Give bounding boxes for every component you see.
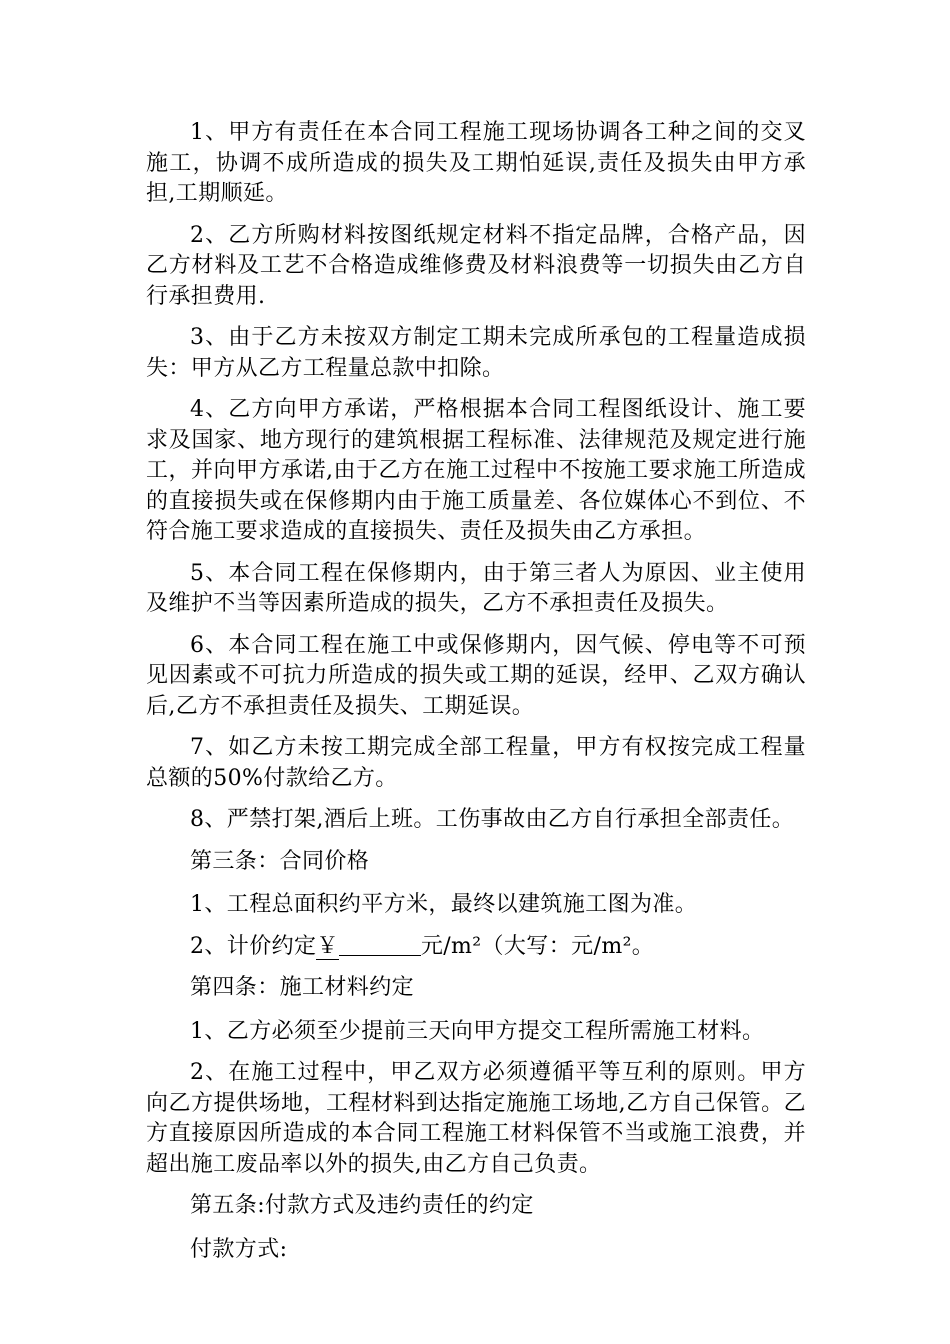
price-clause-1: 1、工程总面积约平方米，最终以建筑施工图为准。 xyxy=(190,892,698,917)
clause-8: 8、严禁打架,酒后上班。工伤事故由乙方自行承担全部责任。 xyxy=(190,807,795,832)
section-3-heading: 第三条：合同价格 xyxy=(190,848,370,874)
clause-6: 6、本合同工程在施工中或保修期内，因气候、停电等不可预见因素或不可抗力所造成的损失或工期的延误，经甲、乙双方确认后,乙方不承担责任及损失、工期延误。 xyxy=(146,632,806,719)
document-body xyxy=(146,118,806,1276)
section-4-heading: 第四条：施工材料约定 xyxy=(190,975,415,1000)
section-5-heading: 第五条:付款方式及违约责任的约定 xyxy=(190,1193,534,1218)
clause-3: 3、由于乙方未按双方制定工期未完成所承包的工程量造成损失：甲方从乙方工程量总款中扣除。 xyxy=(146,325,806,381)
clause-2: 2、乙方所购材料按图纸规定材料不指定品牌，合格产品，因乙方材料及工艺不合格造成维修费及材料浪费等一切损失由乙方自行承担费用. xyxy=(146,222,806,309)
material-clause-2: 2、在施工过程中，甲乙双方必须遵循平等互利的原则。甲方向乙方提供场地，工程材料到达指定施施工场地,乙方自己保管。乙方直接原因所造成的本合同工程施工材料保管不当或施工浪费，并超出施工废品率以外的损失,由乙方自己负责。 xyxy=(146,1060,806,1177)
clause-5: 5、本合同工程在保修期内，由于第三者人为原因、业主使用及维护不当等因素所造成的损失，乙方不承担责任及损失。 xyxy=(146,560,806,616)
clause-7: 7、如乙方未按工期完成全部工程量，甲方有权按完成工程量总额的50%付款给乙方。 xyxy=(146,735,806,791)
yen-symbol: ￥ xyxy=(316,933,339,959)
material-clause-1: 1、乙方必须至少提前三天向甲方提交工程所需施工材料。 xyxy=(190,1018,765,1044)
price-blank-line xyxy=(339,935,421,956)
clause-4: 4、乙方向甲方承诺，严格根据本合同工程图纸设计、施工要求及国家、地方现行的建筑根据工程标准、法律规范及规定进行施工，并向甲方承诺,由于乙方在施工过程中不按施工要求施工所造成的直接损失或在保修期内由于施工质量差、各位媒体心不到位、不符合施工要求造成的直接损失、责任及损失由乙方承担。 xyxy=(146,397,806,544)
clause-1: 1、甲方有责任在本合同工程施工现场协调各工种之间的交叉施工，协调不成所造成的损失及工期怕延误,责任及损失由甲方承担,工期顺延。 xyxy=(146,120,806,206)
price-clause-2 xyxy=(146,932,806,963)
price-clause-2-suffix: 元/m²（大写：元/m²。 xyxy=(420,933,655,959)
payment-method-label: 付款方式: xyxy=(190,1236,288,1262)
price-clause-2-prefix: 2、计价约定 xyxy=(190,933,317,959)
